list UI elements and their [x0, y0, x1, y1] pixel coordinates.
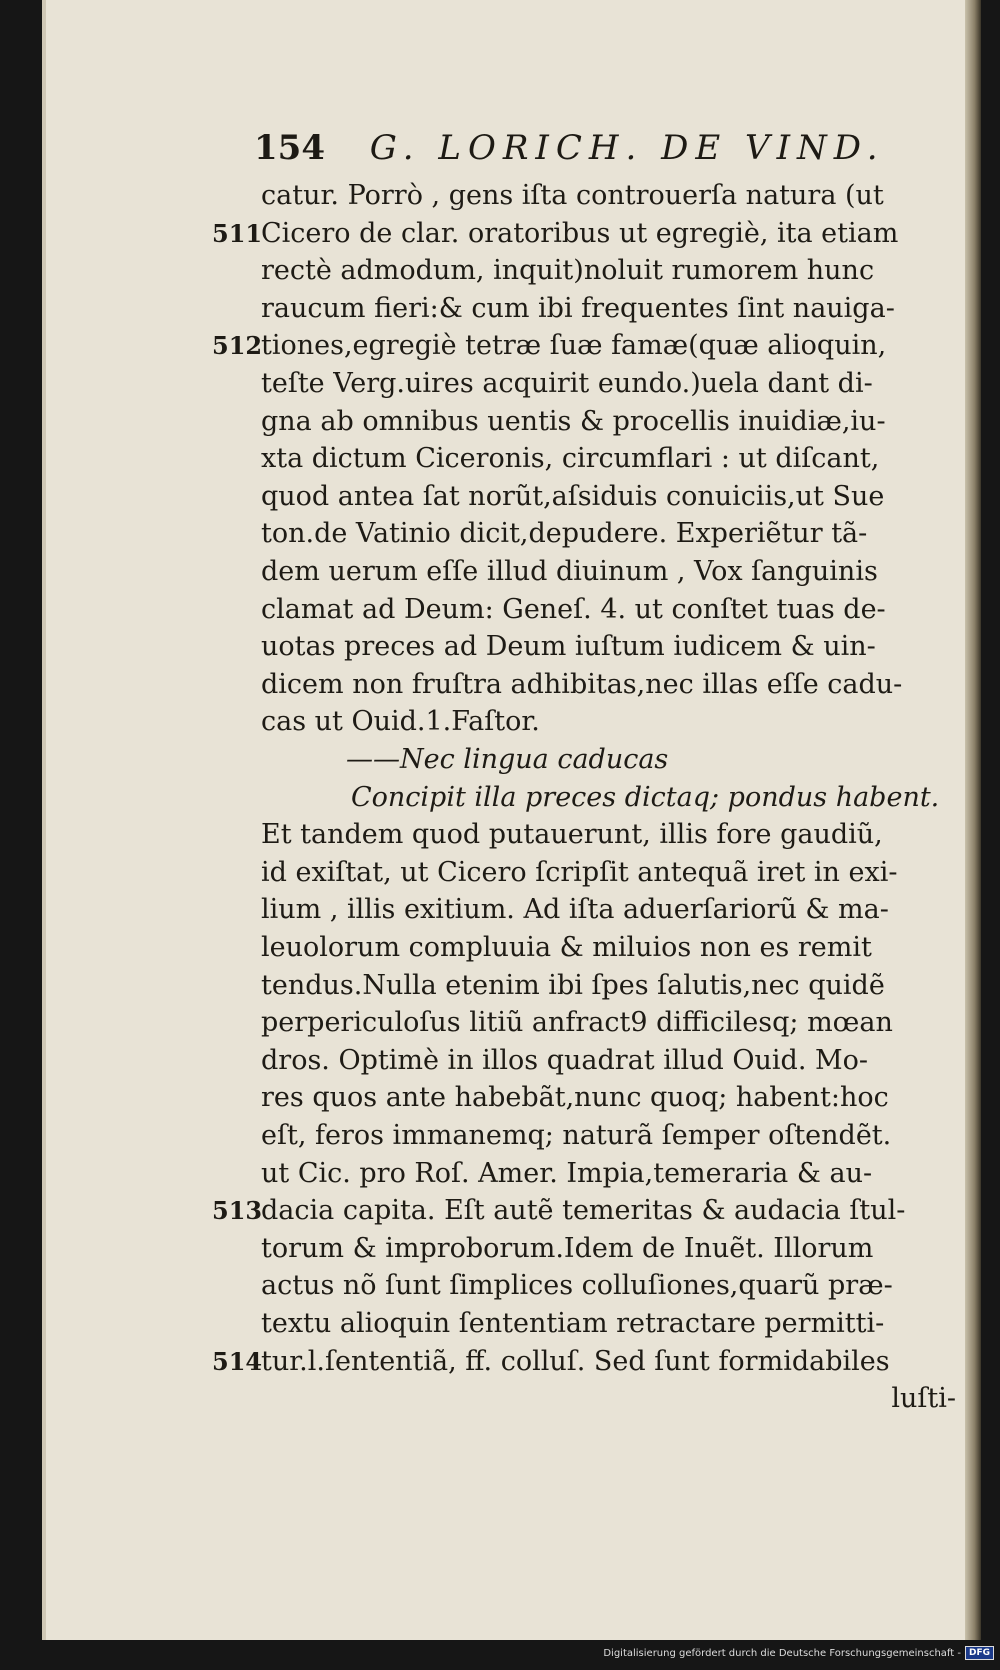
text-line — [46, 439, 981, 479]
line-text: dem uerum eſſe illud diuinum , Vox ſanguinis — [261, 556, 878, 587]
text-line — [46, 590, 981, 630]
line-text: ut Cic. pro Roſ. Amer. Impia,temeraria & au- — [261, 1157, 873, 1189]
text-line — [46, 740, 981, 780]
text-line — [46, 627, 981, 667]
line-text: leuolorum compluuia & miluios non es remit — [261, 932, 872, 963]
text-line — [46, 815, 981, 855]
text-line — [46, 890, 981, 930]
text-line — [46, 364, 981, 404]
page-header — [254, 128, 954, 172]
line-text: dicem non fruſtra adhibitas,nec illas eſſe cadu- — [261, 668, 903, 700]
line-text: ton.de Vatinio dicit,depudere. Experiẽtur tã- — [261, 518, 868, 550]
line-text: raucum fieri:& cum ibi frequentes ſint nauiga- — [261, 292, 895, 324]
line-text: cas ut Ouid.1.Faſtor. — [261, 706, 540, 738]
line-text: uotas preces ad Deum iuſtum iudicem & uin- — [261, 631, 876, 663]
text-line — [46, 1191, 981, 1231]
line-text: textu alioquin ſententiam retractare permitti- — [261, 1308, 885, 1339]
line-text: luſti- — [891, 1383, 956, 1415]
line-text: dacia capita. Eſt autẽ temeritas & audacia ſtul- — [261, 1195, 906, 1227]
text-line — [46, 214, 981, 254]
folio-number: 154 — [254, 128, 325, 168]
text-line — [46, 778, 981, 818]
text-line — [46, 552, 981, 592]
line-text: tur.l.ſententiã, ff. colluſ. Sed ſunt formidabiles — [261, 1345, 890, 1377]
digitization-footer — [603, 1644, 994, 1662]
line-text: Cicero de clar. oratoribus ut egregiè, ita etiam — [261, 217, 899, 249]
line-text: torum & improborum.Idem de Inuẽt. Illorum — [261, 1232, 874, 1264]
text-line — [46, 176, 981, 216]
margin-note-number: 514 — [212, 1346, 263, 1376]
text-line — [46, 402, 981, 442]
line-text: gna ab omnibus uentis & procellis inuidiæ,iu- — [261, 405, 886, 437]
footer-credit: Digitalisierung gefördert durch die Deutsche Forschungsgemeinschaft - — [603, 1647, 961, 1659]
line-text: tendus.Nulla etenim ibi ſpes ſalutis,nec quidẽ — [261, 969, 885, 1001]
text-line — [46, 289, 981, 329]
text-line — [46, 1379, 981, 1419]
line-text: clamat ad Deum: Geneſ. 4. ut conſtet tuas de- — [261, 593, 886, 625]
line-text: rectè admodum, inquit)noluit rumorem hunc — [261, 255, 875, 287]
line-text: xta dictum Ciceronis, circumflari : ut diſcant, — [261, 443, 880, 475]
line-text: perpericuloſus litiũ anfract9 difficilesq; mœan — [261, 1007, 893, 1039]
text-line — [46, 702, 981, 742]
line-text: ——Nec lingua caducas — [346, 744, 669, 775]
dfg-logo-icon: DFG — [965, 1646, 994, 1660]
book-page — [42, 0, 981, 1640]
line-text: dros. Optimè in illos quadrat illud Ouid. Mo- — [261, 1044, 869, 1076]
text-line — [46, 326, 981, 366]
line-text: actus nõ ſunt ſimplices colluſiones,quarũ præ- — [261, 1270, 893, 1302]
text-line — [46, 1078, 981, 1118]
text-line — [46, 1154, 981, 1194]
margin-note-number: 511 — [212, 218, 263, 248]
line-text: teſte Verg.uires acquirit eundo.)uela dant di- — [261, 368, 873, 399]
margin-note-number: 512 — [212, 331, 263, 361]
text-line — [46, 928, 981, 968]
text-line — [46, 251, 981, 291]
text-line — [46, 665, 981, 705]
text-line — [46, 477, 981, 517]
line-text: lium , illis exitium. Ad iſta aduerſariorũ & ma- — [261, 894, 889, 926]
text-line — [46, 1342, 981, 1382]
text-line — [46, 514, 981, 554]
text-line — [46, 1229, 981, 1269]
margin-note-number: 513 — [212, 1196, 263, 1226]
line-text: Concipit illa preces dictaq; pondus habent. — [351, 781, 940, 813]
line-text: Et tandem quod putauerunt, illis fore gaudiũ, — [261, 819, 883, 851]
text-line — [46, 1116, 981, 1156]
line-text: quod antea ſat norũt,aſsiduis conuiciis,ut Sue — [261, 480, 885, 512]
text-line — [46, 853, 981, 893]
text-line — [46, 966, 981, 1006]
line-text: catur. Porrò , gens iſta controuerſa natura (ut — [261, 180, 884, 211]
text-line — [46, 1003, 981, 1043]
line-text: eſt, feros immanemq; naturã ſemper oſtendẽt. — [261, 1120, 892, 1151]
running-title: G. LORICH. DE VIND. — [369, 128, 885, 168]
text-line — [46, 1266, 981, 1306]
line-text: tiones,egregiè tetræ ſuæ famæ(quæ alioquin, — [261, 330, 887, 362]
line-text: id exiſtat, ut Cicero ſcripſit antequã iret in exi- — [261, 856, 898, 888]
text-line — [46, 1304, 981, 1344]
text-line — [46, 1041, 981, 1081]
line-text: res quos ante habebãt,nunc quoq; habent:hoc — [261, 1082, 889, 1114]
